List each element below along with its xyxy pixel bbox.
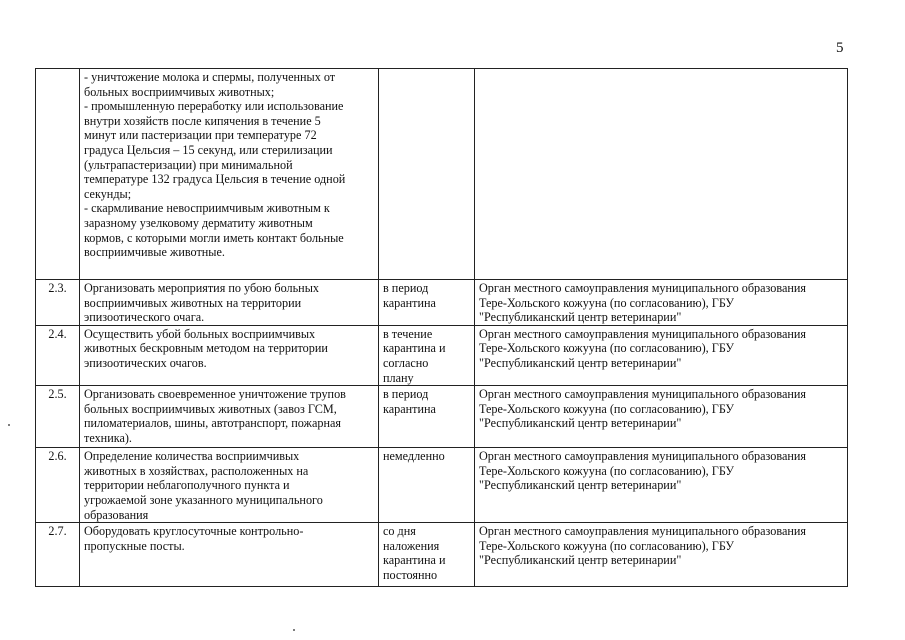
continuation-row: [36, 69, 848, 280]
responsible-line: "Республиканский центр ветеринарии": [479, 416, 682, 431]
page-number: 5: [836, 40, 844, 56]
action-line: техника).: [84, 430, 132, 445]
action-line: животных в хозяйствах, расположенных на: [84, 463, 309, 478]
responsible-line: Тере-Хольского кожууна (по согласованию), ГБУ: [479, 341, 735, 356]
action-line: пропускные посты.: [84, 538, 185, 553]
action-cell: [80, 386, 379, 448]
continuation-line: кормов, с которыми могли иметь контакт больные: [84, 230, 344, 245]
term-cell-empty: [379, 69, 475, 280]
term-line: в период: [383, 281, 429, 295]
term-line: в течение: [383, 326, 433, 341]
row-number: 2.7.: [36, 523, 80, 587]
responsible-line: Орган местного самоуправления муниципального образования: [479, 524, 807, 539]
row-number: 2.4.: [36, 325, 80, 385]
responsible-cell: [475, 280, 848, 326]
term-line: согласно: [383, 355, 429, 370]
continuation-line: заразному узелковому дерматиту животным: [84, 215, 313, 230]
action-line: угрожаемой зоне указанного муниципального: [84, 492, 323, 507]
responsible-line: Орган местного самоуправления муниципального образования: [479, 326, 807, 341]
continuation-line: минут или пастеризации при температуре 72: [84, 128, 317, 143]
action-cell: [80, 448, 379, 523]
table-row: [36, 386, 848, 448]
responsible-line: Тере-Хольского кожууна (по согласованию), ГБУ: [479, 295, 735, 310]
action-line: Осуществить убой больных восприимчивых: [84, 326, 316, 341]
term-line: карантина и: [383, 553, 446, 568]
action-line: Определение количества восприимчивых: [84, 449, 300, 464]
responsible-cell: [475, 523, 848, 587]
row-number: 2.6.: [36, 448, 80, 523]
action-line: территории неблагополучного пункта и: [84, 478, 290, 493]
responsible-line: "Республиканский центр ветеринарии": [479, 478, 682, 493]
continuation-line: градуса Цельсия – 15 секунд, или стерилизации: [84, 142, 333, 157]
action-line: образования: [84, 507, 149, 522]
responsible-line: Тере-Хольского кожууна (по согласованию), ГБУ: [479, 463, 735, 478]
term-line: карантина: [383, 401, 436, 416]
term-cell: [379, 523, 475, 587]
action-cell: [80, 280, 379, 326]
responsible-line: Тере-Хольского кожууна (по согласованию), ГБУ: [479, 538, 735, 553]
term-cell: [379, 280, 475, 326]
continuation-line: больных восприимчивых животных;: [84, 84, 275, 99]
action-line: Оборудовать круглосуточные контрольно-: [84, 524, 304, 539]
responsible-line: Орган местного самоуправления муниципального образования: [479, 281, 807, 295]
action-cell: [80, 325, 379, 385]
term-line: со дня: [383, 524, 416, 539]
measures-table: [35, 68, 848, 587]
continuation-line: температуре 132 градуса Цельсия в течение одной: [84, 172, 346, 187]
table-row: [36, 523, 848, 587]
num-cell-empty: [36, 69, 80, 280]
scan-speck: [293, 629, 295, 631]
continuation-line: - уничтожение молока и спермы, полученных от: [84, 70, 336, 84]
continuation-line: внутри хозяйств после кипячения в течение 5: [84, 113, 321, 128]
action-line: Организовать своевременное уничтожение трупов: [84, 387, 346, 402]
responsible-line: "Республиканский центр ветеринарии": [479, 355, 682, 370]
row-number: 2.3.: [36, 280, 80, 326]
action-cell: [80, 523, 379, 587]
responsible-line: "Республиканский центр ветеринарии": [479, 553, 682, 568]
responsible-line: Орган местного самоуправления муниципального образования: [479, 449, 807, 464]
responsible-line: "Республиканский центр ветеринарии": [479, 310, 682, 325]
continuation-line: (ультрапастеризации) при минимальной: [84, 157, 293, 172]
responsible-cell: [475, 448, 848, 523]
row-number: 2.5.: [36, 386, 80, 448]
term-line: карантина: [383, 295, 436, 310]
action-line: эпизоотических очагов.: [84, 355, 207, 370]
continuation-line: восприимчивые животные.: [84, 245, 225, 260]
term-cell: [379, 386, 475, 448]
table-row: [36, 448, 848, 523]
continuation-line: секунды;: [84, 186, 132, 201]
term-line: немедленно: [383, 449, 445, 464]
responsible-cell: [475, 325, 848, 385]
responsible-cell: [475, 386, 848, 448]
term-line: наложения: [383, 538, 440, 553]
responsible-line: Орган местного самоуправления муниципального образования: [479, 387, 807, 402]
action-line: больных восприимчивых животных (завоз ГСМ,: [84, 401, 337, 416]
table-row: [36, 280, 848, 326]
term-line: карантина и: [383, 341, 446, 356]
responsible-line: Тере-Хольского кожууна (по согласованию), ГБУ: [479, 401, 735, 416]
action-line: пиломатериалов, шины, автотранспорт, пожарная: [84, 416, 342, 431]
continuation-text: [80, 69, 379, 280]
continuation-line: - скармливание невосприимчивым животным к: [84, 201, 330, 216]
responsible-cell-empty: [475, 69, 848, 280]
action-line: животных бескровным методом на территории: [84, 341, 328, 356]
table-row: [36, 325, 848, 385]
term-cell: [379, 448, 475, 523]
action-line: Организовать мероприятия по убою больных: [84, 281, 319, 295]
continuation-line: - промышленную переработку или использование: [84, 99, 344, 114]
term-cell: [379, 325, 475, 385]
scan-speck: [8, 424, 10, 426]
action-line: восприимчивых животных на территории: [84, 295, 302, 310]
term-line: в период: [383, 387, 429, 402]
action-line: эпизоотического очага.: [84, 310, 205, 325]
term-line: постоянно: [383, 567, 438, 582]
term-line: плану: [383, 370, 414, 385]
